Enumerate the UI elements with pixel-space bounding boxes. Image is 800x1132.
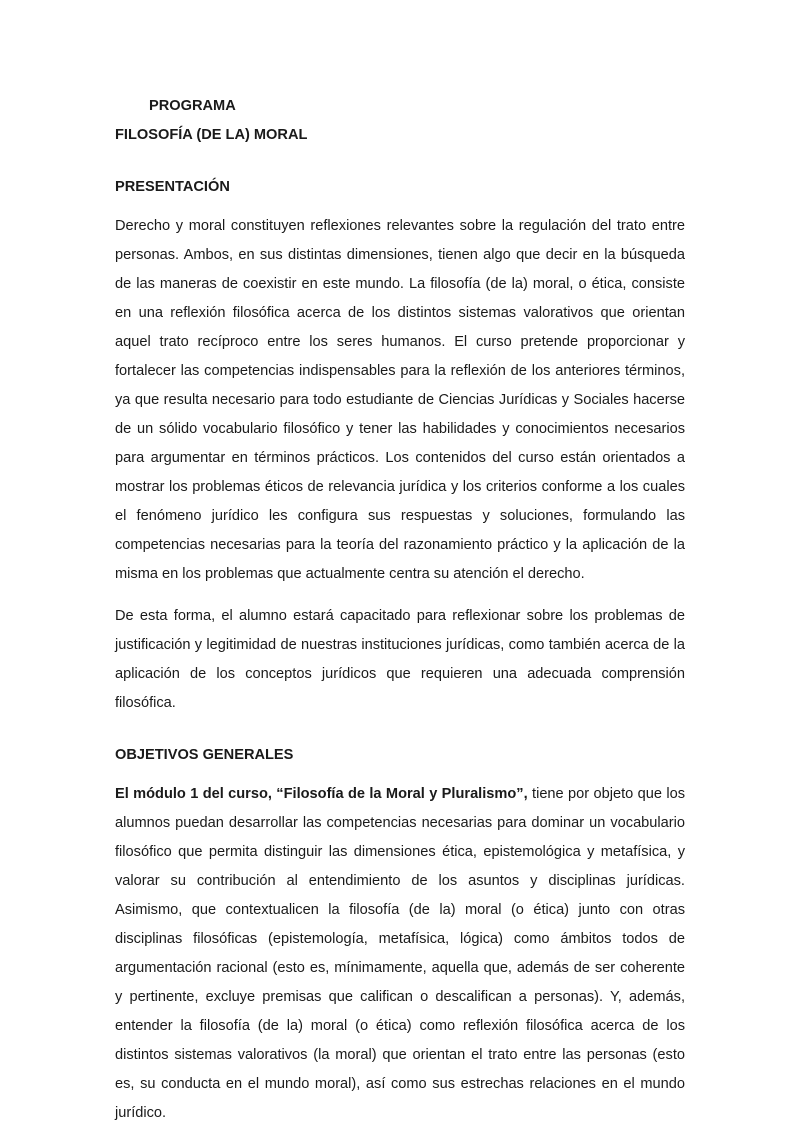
- program-label: PROGRAMA: [149, 98, 236, 114]
- course-title: FILOSOFÍA (DE LA) MORAL: [115, 127, 308, 143]
- objectives-heading: OBJETIVOS GENERALES: [115, 747, 294, 763]
- objectives-paragraph-1: [115, 780, 685, 1128]
- presentation-heading: PRESENTACIÓN: [115, 179, 230, 195]
- objectives-paragraph-lead-bold: El módulo 1 del curso, “Filosofía de la Moral y Pluralismo”,: [115, 786, 528, 802]
- presentation-paragraph-2: De esta forma, el alumno estará capacitado para reflexionar sobre los problemas de justificación y legitimidad de nuestras instituciones jurídicas, como también acerca de la aplicación de los conceptos jurídicos que requieren una adecuada comprensión filosófica.: [115, 608, 685, 711]
- objectives-paragraph-rest: tiene por objeto que los alumnos puedan desarrollar las competencias necesarias para dominar un vocabulario filosófico que permita distinguir las dimensiones ética, epistemológica y metafísica, y valorar su contribución al entendimiento de los asuntos y disciplinas jurídicas. Asimismo, que contextualicen la filosofía (de la) moral (o ética) junto con otras disciplinas filosóficas (epistemología, metafísica, lógica) como ámbitos todos de argumentación racional (esto es, mínimamente, aquella que, además de ser coherente y pertinente, excluye premisas que califican o descalifican a personas). Y, además, entender la filosofía (de la) moral (o ética) como reflexión filosófica acerca de los distintos sistemas valorativos (la moral) que orientan el trato entre las personas (esto es, su conducta en el mundo moral), así como sus estrechas relaciones en el mundo jurídico.: [115, 786, 685, 1121]
- presentation-paragraph-1: Derecho y moral constituyen reflexiones relevantes sobre la regulación del trato entre personas. Ambos, en sus distintas dimensiones, tienen algo que decir en la búsqueda de las maneras de coexistir en este mundo. La filosofía (de la) moral, o ética, consiste en una reflexión filosófica acerca de los distintos sistemas valorativos que orientan aquel trato recíproco entre los seres humanos. El curso pretende proporcionar y fortalecer las competencias indispensables para la reflexión de los anteriores términos, ya que resulta necesario para todo estudiante de Ciencias Jurídicas y Sociales hacerse de un sólido vocabulario filosófico y tener las habilidades y conocimientos necesarios para argumentar en términos prácticos. Los contenidos del curso están orientados a mostrar los problemas éticos de relevancia jurídica y los criterios conforme a los cuales el fenómeno jurídico les configura sus respuestas y soluciones, formulando las competencias necesarias para la teoría del razonamiento práctico y la aplicación de la misma en los problemas que actualmente centra su atención el derecho.: [115, 218, 685, 582]
